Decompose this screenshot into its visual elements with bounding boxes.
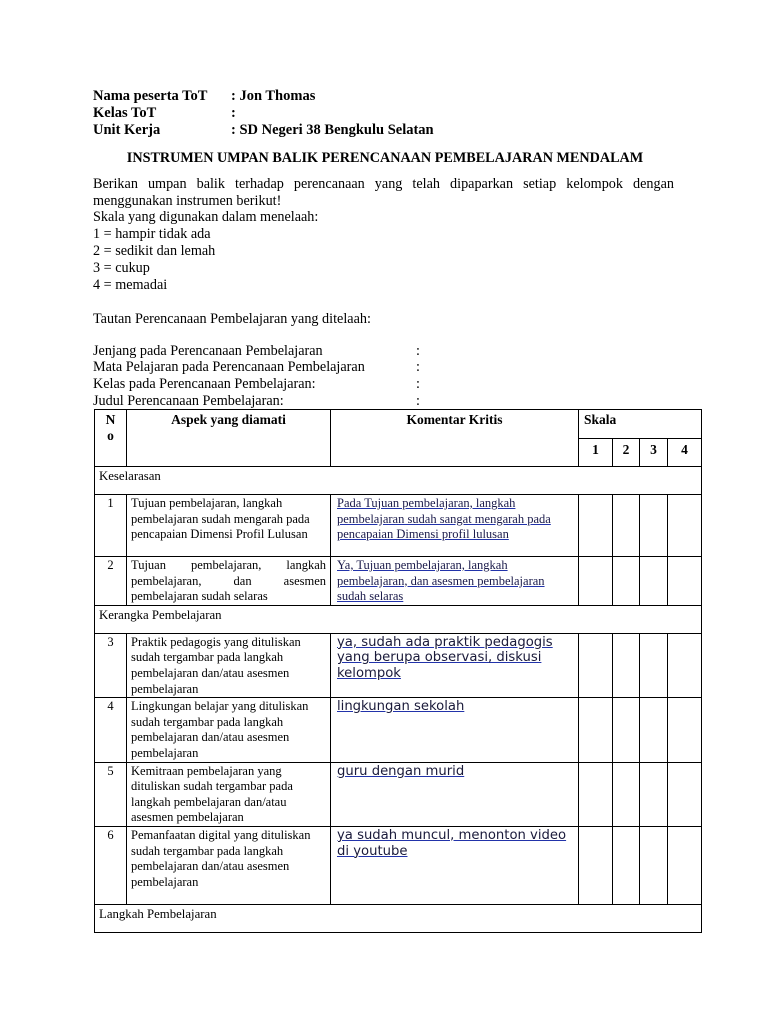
meta-colon: : [416, 393, 420, 409]
comment-text [331, 762, 579, 826]
scale-intro: Skala yang digunakan dalam menelaah: [93, 209, 319, 225]
table-row [95, 495, 702, 557]
section-title: Keselarasan [95, 467, 702, 495]
header-class [93, 105, 236, 122]
scale-item: 2 = sedikit dan lemah [93, 243, 216, 259]
comment-value: ya, sudah ada praktik pedagogis yang berupa observasi, diskusi kelompok [337, 634, 553, 681]
comment-text [331, 557, 579, 606]
meta-colon: : [416, 343, 420, 359]
row-number: 2 [95, 557, 127, 606]
comment-text [331, 633, 579, 697]
scale-header: Skala [579, 410, 702, 439]
meta-label: Jenjang pada Perencanaan Pembelajaran [93, 343, 323, 359]
scale-cell-1[interactable] [579, 495, 613, 557]
scale-item: 3 = cukup [93, 260, 150, 276]
link-label: Tautan Perencanaan Pembelajaran yang ditelaah: [93, 311, 371, 327]
comment-value: guru dengan murid [337, 763, 465, 779]
section-row-kerangka [95, 605, 702, 633]
scale-cell-4[interactable] [668, 698, 702, 762]
aspect-text: Praktik pedagogis yang dituliskan sudah tergambar pada langkah pembelajaran dan/atau asesmen pembelajaran [127, 633, 331, 697]
scale-item: 1 = hampir tidak ada [93, 226, 211, 242]
aspect-text: Pemanfaatan digital yang dituliskan sudah tergambar pada langkah pembelajaran dan/atau asesmen pembelajaran [127, 826, 331, 904]
scale-cell-2[interactable] [613, 826, 640, 904]
aspect-text: Kemitraan pembelajaran yang dituliskan sudah tergambar pada langkah pembelajaran dan/atau asesmen pembelajaran [127, 762, 331, 826]
table-header-row [95, 410, 702, 439]
work-unit-label: Unit Kerja [93, 122, 161, 138]
no-header [95, 410, 127, 467]
scale-cell-3[interactable] [640, 633, 668, 697]
scale-cell-2[interactable] [613, 557, 640, 606]
comment-text [331, 698, 579, 762]
meta-label: Kelas pada Perencanaan Pembelajaran: [93, 376, 316, 392]
aspect-header: Aspek yang diamati [127, 410, 331, 467]
aspect-text: Tujuan pembelajaran, langkah pembelajaran sudah mengarah pada pencapaian Dimensi Profil Lulusan [127, 495, 331, 557]
scale-cell-1[interactable] [579, 826, 613, 904]
scale-cell-3[interactable] [640, 557, 668, 606]
scale-cell-3[interactable] [640, 762, 668, 826]
document-title: INSTRUMEN UMPAN BALIK PERENCANAAN PEMBELAJARAN MENDALAM [126, 150, 644, 166]
row-number: 5 [95, 762, 127, 826]
scale-cell-3[interactable] [640, 698, 668, 762]
scale-col-2: 2 [613, 439, 640, 467]
scale-item: 4 = memadai [93, 277, 168, 293]
scale-col-1: 1 [579, 439, 613, 467]
comment-value: ya sudah muncul, menonton video di youtube [337, 827, 567, 859]
scale-cell-4[interactable] [668, 557, 702, 606]
row-number: 6 [95, 826, 127, 904]
no-header-bottom: o [107, 428, 114, 443]
row-number: 1 [95, 495, 127, 557]
scale-cell-4[interactable] [668, 826, 702, 904]
scale-cell-3[interactable] [640, 826, 668, 904]
meta-label: Judul Perencanaan Pembelajaran: [93, 393, 284, 409]
meta-colon: : [416, 376, 420, 392]
scale-cell-1[interactable] [579, 762, 613, 826]
aspect-text: Lingkungan belajar yang dituliskan sudah tergambar pada langkah pembelajaran dan/atau asesmen pembelajaran [127, 698, 331, 762]
table-row [95, 633, 702, 697]
row-number: 4 [95, 698, 127, 762]
scale-cell-1[interactable] [579, 698, 613, 762]
table-row [95, 762, 702, 826]
scale-cell-4[interactable] [668, 762, 702, 826]
table-row [95, 698, 702, 762]
scale-col-4: 4 [668, 439, 702, 467]
class-label: Kelas ToT [93, 105, 157, 121]
scale-col-3: 3 [640, 439, 668, 467]
comment-value: Ya, Tujuan pembelajaran, langkah pembelajaran, dan asesmen pembelajaran sudah selaras [337, 558, 545, 604]
comment-text [331, 495, 579, 557]
scale-cell-2[interactable] [613, 495, 640, 557]
comment-text [331, 826, 579, 904]
comment-value: Pada Tujuan pembelajaran, langkah pembelajaran sudah sangat mengarah pada pencapaian Dimensi profil lulusan [337, 496, 551, 542]
intro-paragraph: Berikan umpan balik terhadap perencanaan yang telah dipaparkan setiap kelompok dengan menggunakan instrumen berikut! [93, 176, 674, 209]
meta-colon: : [416, 359, 420, 375]
feedback-table [94, 409, 702, 933]
meta-label: Mata Pelajaran pada Perencanaan Pembelajaran [93, 359, 365, 375]
row-number: 3 [95, 633, 127, 697]
section-row-langkah [95, 904, 702, 932]
class-value: : [231, 105, 236, 121]
aspect-text: Tujuan pembelajaran, langkah pembelajaran, dan asesmen pembelajaran sudah selaras [127, 557, 331, 606]
scale-cell-3[interactable] [640, 495, 668, 557]
header-participant-name [93, 88, 315, 105]
comment-header: Komentar Kritis [331, 410, 579, 467]
table-row [95, 557, 702, 606]
scale-cell-2[interactable] [613, 633, 640, 697]
scale-cell-4[interactable] [668, 633, 702, 697]
section-row-keselarasan [95, 467, 702, 495]
participant-name-label: Nama peserta ToT [93, 88, 208, 104]
scale-cell-1[interactable] [579, 633, 613, 697]
table-row [95, 826, 702, 904]
participant-name-value: : Jon Thomas [231, 88, 316, 104]
section-title: Langkah Pembelajaran [95, 904, 702, 932]
scale-cell-2[interactable] [613, 762, 640, 826]
header-work-unit [93, 122, 434, 139]
scale-cell-4[interactable] [668, 495, 702, 557]
section-title: Kerangka Pembelajaran [95, 605, 702, 633]
scale-cell-1[interactable] [579, 557, 613, 606]
work-unit-value: : SD Negeri 38 Bengkulu Selatan [231, 122, 434, 138]
no-header-top: N [105, 412, 116, 427]
comment-value: lingkungan sekolah [337, 699, 465, 715]
scale-cell-2[interactable] [613, 698, 640, 762]
